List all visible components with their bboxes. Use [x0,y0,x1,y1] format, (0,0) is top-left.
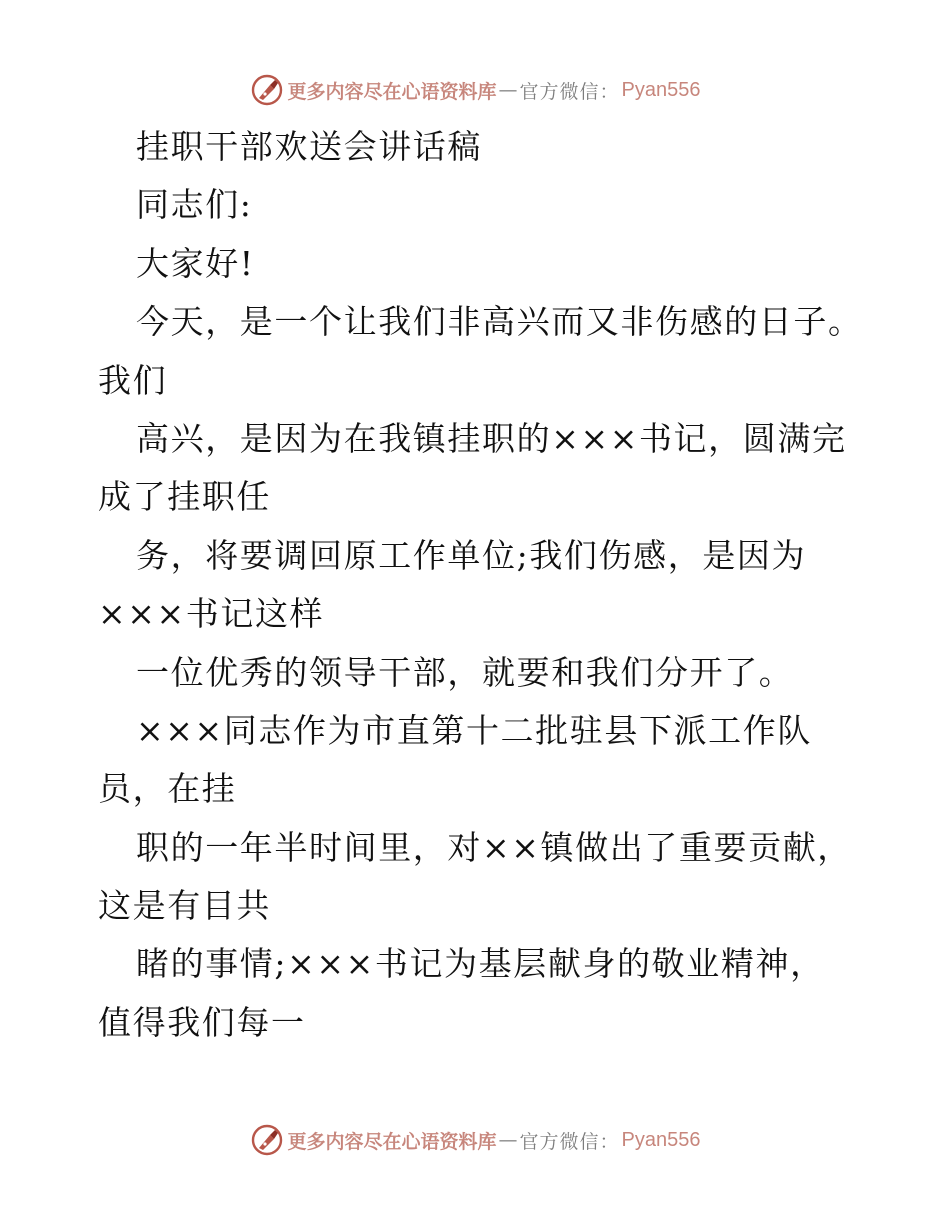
document-body [98,118,863,1052]
text-line: ×××同志作为市直第十二批驻县下派工作队 [136,710,812,750]
text-line: 员，在挂 [98,769,237,809]
text-line: 职的一年半时间里，对××镇做出了重要贡献， [136,827,852,867]
banner-wechat-id: Pyan556 [621,78,701,101]
header-banner [0,70,950,110]
banner-slogan: 更多内容尽在心语资料库 [287,1130,497,1153]
banner-dash: — [498,1129,518,1151]
banner-wechat-label: 官方微信： [519,80,620,103]
document-title: 挂职干部欢送会讲话稿 [136,127,482,166]
text-line: 一位优秀的领导干部，就要和我们分开了。 [136,652,794,692]
footer-banner [0,1120,950,1160]
text-line: 大家好! [136,243,255,283]
text-line: 务，将要调回原工作单位;我们伤感，是因为 [136,535,807,575]
pen-nib-circle-icon [250,1123,284,1157]
text-line: ×××书记这样 [98,594,325,634]
banner-wechat-label: 官方微信： [519,1130,620,1153]
text-line: 今天，是一个让我们非高兴而又非伤感的日子。 [136,302,863,342]
banner-wechat-id: Pyan556 [621,1128,701,1151]
text-line: 我们 [98,360,168,400]
banner-slogan: 更多内容尽在心语资料库 [287,80,497,103]
text-line: 睹的事情;×××书记为基层献身的敬业精神， [136,944,825,984]
text-line: 值得我们每一 [98,1002,306,1042]
text-line: 成了挂职任 [98,477,271,517]
text-line: 高兴，是因为在我镇挂职的×××书记，圆满完 [136,418,847,458]
text-line: 这是有目共 [98,886,271,926]
text-line: 同志们: [136,185,253,225]
pen-nib-circle-icon [250,73,284,107]
banner-dash: — [498,79,518,101]
